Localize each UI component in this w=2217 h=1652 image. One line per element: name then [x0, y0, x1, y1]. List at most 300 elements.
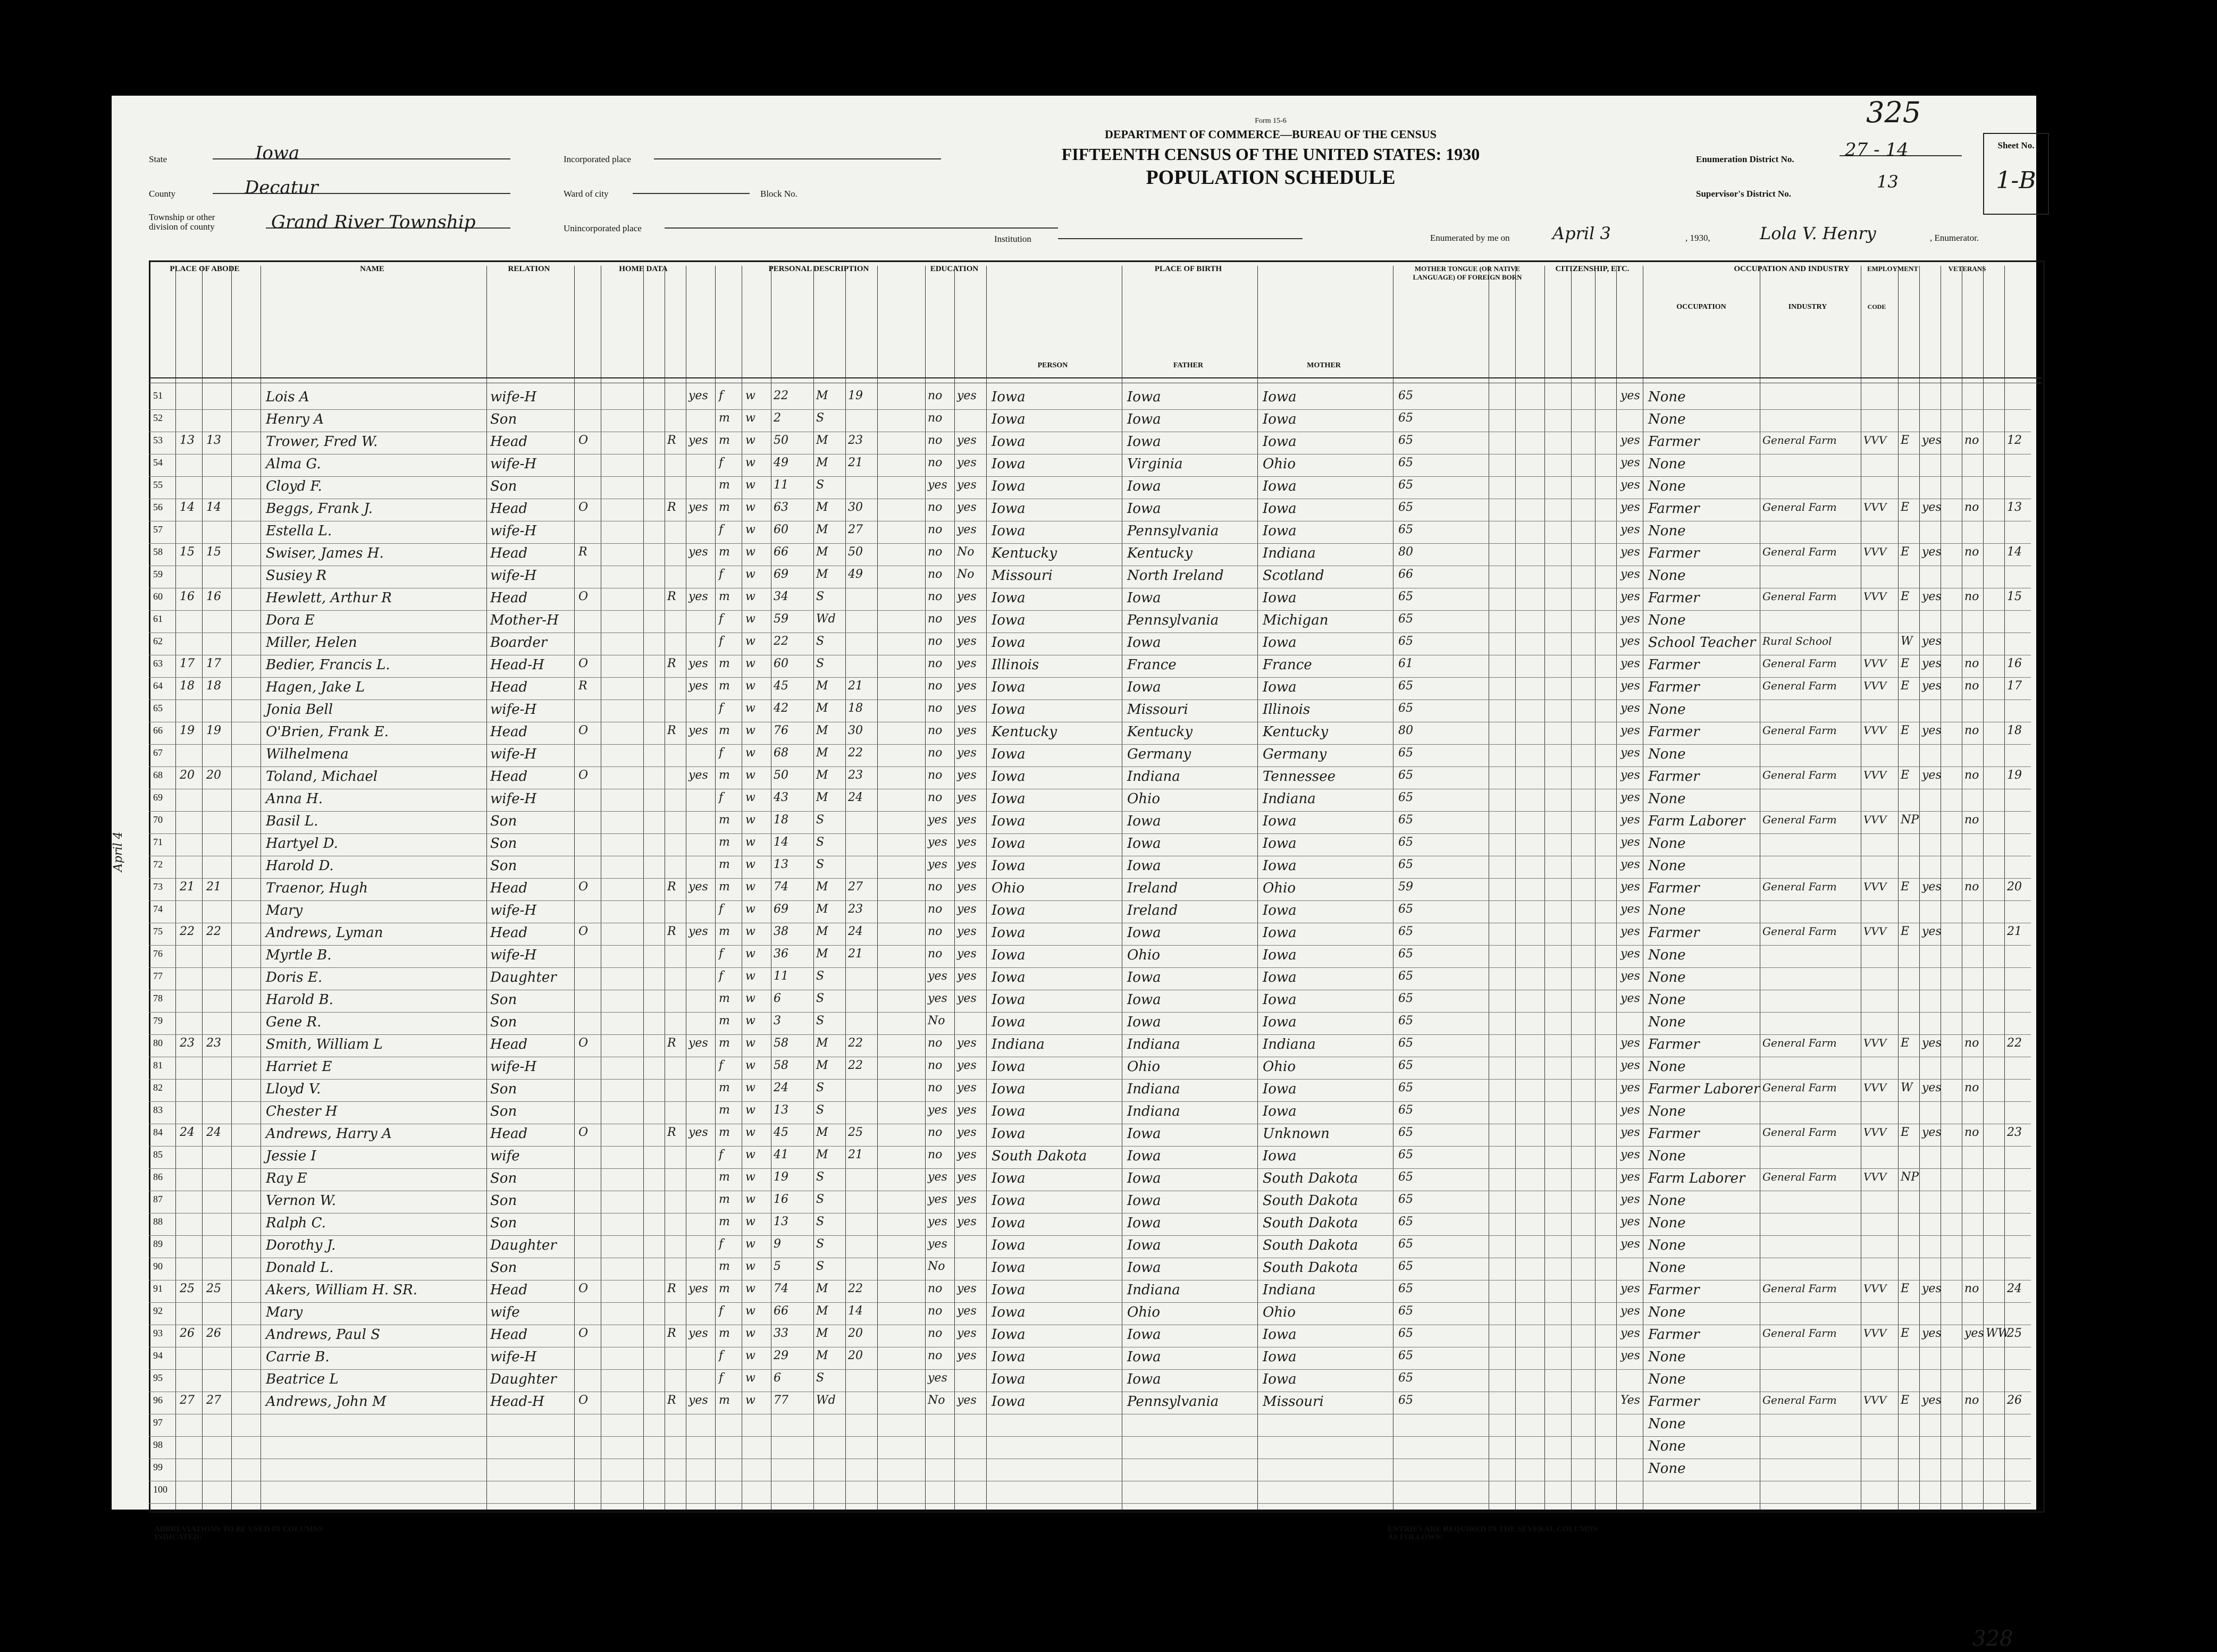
dwelling-no: 22	[180, 925, 195, 938]
birthplace-father: Pennsylvania	[1127, 612, 1219, 628]
birth-code: 65	[1398, 1193, 1413, 1206]
dwelling-no: 20	[180, 769, 195, 782]
birthplace-person: Iowa	[992, 523, 1026, 539]
occupation: Farmer	[1648, 545, 1700, 561]
birth-code: 65	[1398, 1059, 1413, 1072]
family-no: 24	[206, 1126, 221, 1139]
line-number: 57	[153, 524, 163, 535]
table-row	[112, 432, 2042, 453]
marital-status: M	[816, 925, 828, 938]
read-write: yes	[957, 1059, 977, 1072]
speaks-english: yes	[1620, 523, 1640, 536]
person-name: Wilhelmena	[266, 746, 349, 762]
age: 66	[774, 1304, 788, 1318]
speaks-english: yes	[1620, 635, 1640, 648]
sex: f	[719, 1148, 724, 1161]
person-name: Dora E	[266, 612, 315, 628]
age: 41	[774, 1148, 788, 1161]
birthplace-person: Iowa	[992, 635, 1026, 651]
table-row	[112, 677, 2042, 698]
farm: yes	[688, 769, 708, 782]
age: 66	[774, 545, 788, 559]
person-name: Andrews, Lyman	[266, 925, 383, 941]
person-name: Hartyel D.	[266, 836, 338, 852]
sex: m	[719, 679, 730, 693]
unincorporated-label: Unincorporated place	[564, 223, 642, 233]
at-work: yes	[1922, 657, 1942, 670]
race: w	[745, 389, 755, 402]
age: 33	[774, 1327, 788, 1340]
table-row	[112, 900, 2042, 922]
birthplace-person: Iowa	[992, 1260, 1026, 1276]
farm-schedule: 20	[2007, 880, 2022, 894]
farm: yes	[688, 590, 708, 603]
person-name: Hewlett, Arthur R	[266, 590, 392, 606]
race: w	[745, 1170, 755, 1184]
race: w	[745, 590, 755, 603]
speaks-english: yes	[1620, 947, 1640, 960]
birthplace-father: Iowa	[1127, 501, 1161, 517]
birthplace-mother: Iowa	[1263, 679, 1297, 695]
occupation: Farmer	[1648, 590, 1700, 606]
relation: Boarder	[490, 635, 548, 651]
occupation-code: VVV	[1863, 501, 1887, 513]
race: w	[745, 1215, 755, 1228]
relation: Head	[490, 501, 528, 517]
line-number: 61	[153, 613, 163, 624]
line-number: 55	[153, 479, 163, 490]
line-number: 98	[153, 1439, 163, 1450]
marital-status: S	[816, 411, 825, 425]
age: 36	[774, 947, 788, 960]
age: 43	[774, 791, 788, 804]
birthplace-mother: Scotland	[1263, 568, 1324, 584]
occupation-code: VVV	[1863, 880, 1887, 893]
person-name: Beatrice L	[266, 1371, 339, 1387]
table-row	[112, 1012, 2042, 1033]
veteran: no	[1964, 434, 1979, 447]
line-number: 73	[153, 881, 163, 892]
sex: f	[719, 1371, 724, 1385]
birthplace-person: Iowa	[992, 612, 1026, 628]
col-name: NAME	[360, 265, 384, 273]
farm: yes	[688, 679, 708, 693]
industry: Rural School	[1762, 635, 1832, 647]
age: 5	[774, 1260, 781, 1273]
race: w	[745, 1349, 755, 1362]
sex: f	[719, 1237, 724, 1251]
line-number: 62	[153, 636, 163, 646]
birthplace-mother: Germany	[1263, 746, 1327, 762]
race: w	[745, 858, 755, 871]
speaks-english: yes	[1620, 836, 1640, 849]
industry: General Farm	[1762, 1282, 1837, 1295]
read-write: yes	[957, 679, 977, 693]
relation: Head	[490, 590, 528, 606]
class-of-worker: W	[1901, 1081, 1913, 1094]
at-work: yes	[1922, 1394, 1942, 1407]
birth-code: 65	[1398, 1282, 1413, 1295]
birthplace-mother: Iowa	[1263, 836, 1297, 852]
line-number: 85	[153, 1149, 163, 1160]
radio: R	[667, 434, 676, 447]
occupation: Farmer	[1648, 1126, 1700, 1142]
birth-code: 65	[1398, 456, 1413, 469]
at-work: yes	[1922, 590, 1942, 603]
relation: Son	[490, 836, 517, 852]
occupation: Farmer	[1648, 880, 1700, 896]
occupation: None	[1648, 1215, 1686, 1231]
age: 63	[774, 501, 788, 514]
sex: m	[719, 411, 730, 425]
age: 29	[774, 1349, 788, 1362]
read-write: yes	[957, 746, 977, 760]
sex: f	[719, 568, 724, 581]
farm: yes	[688, 724, 708, 737]
occupation: None	[1648, 970, 1686, 985]
occupation: None	[1648, 836, 1686, 852]
line-number: 83	[153, 1105, 163, 1115]
birthplace-mother: Ohio	[1263, 1059, 1296, 1075]
speaks-english: yes	[1620, 1282, 1640, 1295]
ed-value: 27 - 14	[1845, 139, 1909, 161]
radio: R	[667, 1126, 676, 1139]
birthplace-person: Iowa	[992, 1215, 1026, 1231]
age: 13	[774, 858, 788, 871]
age: 50	[774, 769, 788, 782]
marital-status: M	[816, 1327, 828, 1340]
age-married: 18	[848, 702, 863, 715]
birthplace-person: Iowa	[992, 702, 1026, 718]
school: no	[928, 1304, 943, 1318]
speaks-english: yes	[1620, 478, 1640, 492]
race: w	[745, 791, 755, 804]
occupation: Farm Laborer	[1648, 813, 1745, 829]
school: no	[928, 1349, 943, 1362]
class-of-worker: W	[1901, 635, 1913, 648]
birthplace-person: Iowa	[992, 590, 1026, 606]
birth-code: 65	[1398, 612, 1413, 626]
abbrev-title: ABBREVIATIONS TO BE USED IN COLUMNS INDICATED:	[154, 1525, 323, 1541]
person-name: Mary	[266, 1304, 303, 1320]
sex: f	[719, 746, 724, 760]
birthplace-father: Ohio	[1127, 947, 1161, 963]
occupation: Farmer	[1648, 769, 1700, 785]
occupation: None	[1648, 947, 1686, 963]
col-father: FATHER	[1173, 361, 1204, 369]
birth-code: 59	[1398, 880, 1413, 894]
birthplace-father: Ireland	[1127, 903, 1178, 918]
person-name: Harold B.	[266, 992, 333, 1008]
age: 11	[774, 478, 788, 492]
race: w	[745, 523, 755, 536]
birthplace-father: Ohio	[1127, 791, 1161, 807]
birthplace-person: Iowa	[992, 970, 1026, 985]
home-owned: O	[578, 1394, 589, 1407]
table-row	[112, 1235, 2042, 1257]
industry: General Farm	[1762, 724, 1837, 737]
relation: Head	[490, 1327, 528, 1343]
person-name: Alma G.	[266, 456, 321, 472]
relation: Son	[490, 1260, 517, 1276]
read-write: yes	[957, 1193, 977, 1206]
table-row	[112, 521, 2042, 542]
person-name: Lois A	[266, 389, 309, 405]
person-name: Ray E	[266, 1170, 307, 1186]
person-name: Andrews, John M	[266, 1394, 387, 1410]
radio: R	[667, 657, 676, 670]
occupation-code: VVV	[1863, 1081, 1887, 1094]
occupation-code: VVV	[1863, 813, 1887, 826]
birth-code: 65	[1398, 702, 1413, 715]
sex: m	[719, 880, 730, 894]
table-row	[112, 566, 2042, 587]
birthplace-mother: Iowa	[1263, 903, 1297, 918]
read-write: yes	[957, 635, 977, 648]
birthplace-person: South Dakota	[992, 1148, 1087, 1164]
radio: R	[667, 1036, 676, 1050]
read-write: yes	[957, 880, 977, 894]
line-number: 66	[153, 725, 163, 736]
race: w	[745, 434, 755, 447]
speaks-english: yes	[1620, 1327, 1640, 1340]
birthplace-person: Kentucky	[992, 545, 1057, 561]
page-stamp: 325	[1866, 96, 1921, 129]
at-work: yes	[1922, 545, 1942, 559]
school: no	[928, 389, 943, 402]
sex: m	[719, 992, 730, 1005]
sex: f	[719, 1349, 724, 1362]
read-write: yes	[957, 813, 977, 827]
farm: yes	[688, 1282, 708, 1295]
industry: General Farm	[1762, 769, 1837, 781]
class-of-worker: E	[1901, 1282, 1910, 1295]
school: yes	[928, 1193, 947, 1206]
dwelling-no: 15	[180, 545, 195, 559]
birthplace-mother: Iowa	[1263, 947, 1297, 963]
home-owned: O	[578, 434, 589, 447]
birthplace-person: Iowa	[992, 992, 1026, 1008]
class-of-worker: E	[1901, 1126, 1910, 1139]
occupation: Farm Laborer	[1648, 1170, 1745, 1186]
farm: yes	[688, 1126, 708, 1139]
radio: R	[667, 1394, 676, 1407]
birthplace-person: Indiana	[992, 1036, 1045, 1052]
birthplace-person: Iowa	[992, 1349, 1026, 1365]
sex: m	[719, 813, 730, 827]
age: 76	[774, 724, 788, 737]
marital-status: M	[816, 769, 828, 782]
line-number: 92	[153, 1305, 163, 1316]
farm-schedule: 23	[2007, 1126, 2022, 1139]
school: no	[928, 612, 943, 626]
age: 69	[774, 903, 788, 916]
home-owned: R	[578, 545, 587, 559]
sex: m	[719, 1081, 730, 1094]
col-birth: PLACE OF BIRTH	[1154, 265, 1222, 273]
line-number: 71	[153, 837, 163, 847]
read-write: yes	[957, 769, 977, 782]
birthplace-person: Iowa	[992, 1304, 1026, 1320]
occupation-code: VVV	[1863, 590, 1887, 603]
line-number: 81	[153, 1060, 163, 1071]
school: no	[928, 1148, 943, 1161]
marital-status: S	[816, 1193, 825, 1206]
table-row	[112, 878, 2042, 899]
birthplace-person: Iowa	[992, 679, 1026, 695]
age: 16	[774, 1193, 788, 1206]
person-name: Beggs, Frank J.	[266, 501, 373, 517]
school: no	[928, 590, 943, 603]
farm: yes	[688, 434, 708, 447]
person-name: Myrtle B.	[266, 947, 332, 963]
birthplace-father: Iowa	[1127, 1327, 1161, 1343]
sheet-value: 1-B	[1996, 167, 2036, 194]
family-no: 20	[206, 769, 221, 782]
school: yes	[928, 1103, 947, 1117]
person-name: Andrews, Harry A	[266, 1126, 392, 1142]
line-number: 54	[153, 457, 163, 468]
age: 58	[774, 1059, 788, 1072]
col-veterans: VETERANS	[1948, 265, 1986, 273]
school: no	[928, 1327, 943, 1340]
relation: Head-H	[490, 1394, 544, 1410]
state-label: State	[149, 154, 167, 164]
enum-label: Enumerated by me on	[1430, 233, 1510, 243]
line-number: 69	[153, 792, 163, 803]
at-work: yes	[1922, 635, 1942, 648]
speaks-english: Yes	[1620, 1394, 1640, 1407]
person-name: Estella L.	[266, 523, 332, 539]
school: no	[928, 746, 943, 760]
marital-status: M	[816, 1126, 828, 1139]
marital-status: S	[816, 1103, 825, 1117]
race: w	[745, 1103, 755, 1117]
person-name: Susiey R	[266, 568, 327, 584]
veteran: yes	[1964, 1327, 1984, 1340]
age: 6	[774, 992, 781, 1005]
occupation: None	[1648, 1260, 1686, 1276]
birth-code: 65	[1398, 1394, 1413, 1407]
occupation: None	[1648, 1103, 1686, 1119]
birthplace-father: North Ireland	[1127, 568, 1224, 584]
speaks-english: yes	[1620, 568, 1640, 581]
birth-code: 65	[1398, 836, 1413, 849]
birthplace-father: Pennsylvania	[1127, 523, 1219, 539]
relation: wife-H	[490, 523, 537, 539]
family-no: 14	[206, 501, 221, 514]
age: 2	[774, 411, 781, 425]
birthplace-father: Ohio	[1127, 1059, 1161, 1075]
read-write: yes	[957, 1148, 977, 1161]
relation: Head-H	[490, 657, 544, 673]
dwelling-no: 18	[180, 679, 195, 693]
marital-status: M	[816, 679, 828, 693]
age-married: 21	[848, 947, 863, 960]
class-of-worker: E	[1901, 545, 1910, 559]
occupation-code: VVV	[1863, 1036, 1887, 1049]
school: no	[928, 568, 943, 581]
age-married: 24	[848, 925, 863, 938]
dwelling-no: 19	[180, 724, 195, 737]
birth-code: 65	[1398, 1260, 1413, 1273]
birthplace-person: Iowa	[992, 1193, 1026, 1209]
speaks-english: yes	[1620, 1349, 1640, 1362]
veteran: no	[1964, 880, 1979, 894]
state-value: Iowa	[255, 142, 300, 164]
occupation: None	[1648, 858, 1686, 874]
read-write: yes	[957, 992, 977, 1005]
birth-code: 65	[1398, 1126, 1413, 1139]
read-write: yes	[957, 612, 977, 626]
read-write: No	[957, 545, 975, 559]
relation: Daughter	[490, 1237, 557, 1253]
birthplace-mother: Iowa	[1263, 523, 1297, 539]
age: 18	[774, 813, 788, 827]
line-number: 63	[153, 658, 163, 669]
dwelling-no: 13	[180, 434, 195, 447]
race: w	[745, 947, 755, 960]
col-citizenship: CITIZENSHIP, ETC.	[1555, 265, 1630, 273]
birthplace-father: Germany	[1127, 746, 1191, 762]
person-name: Vernon W.	[266, 1193, 337, 1209]
age: 9	[774, 1237, 781, 1251]
relation: Son	[490, 1170, 517, 1186]
class-of-worker: E	[1901, 925, 1910, 938]
occupation: None	[1648, 702, 1686, 718]
veteran: no	[1964, 1282, 1979, 1295]
line-number: 52	[153, 412, 163, 423]
age-married: 27	[848, 880, 863, 894]
birthplace-mother: Iowa	[1263, 590, 1297, 606]
read-write: yes	[957, 1036, 977, 1050]
incorporated-label: Incorporated place	[564, 154, 631, 164]
table-row	[112, 811, 2042, 832]
marital-status: S	[816, 1014, 825, 1027]
birthplace-mother: Iowa	[1263, 1371, 1297, 1387]
occupation: None	[1648, 612, 1686, 628]
marital-status: S	[816, 1371, 825, 1385]
table-row	[112, 543, 2042, 564]
marital-status: M	[816, 1036, 828, 1050]
occupation-code: VVV	[1863, 1282, 1887, 1295]
enum-year: , 1930,	[1685, 233, 1710, 243]
class-of-worker: E	[1901, 657, 1910, 670]
age-married: 49	[848, 568, 863, 581]
speaks-english: yes	[1620, 590, 1640, 603]
township-value: Grand River Township	[271, 212, 476, 233]
occupation: None	[1648, 1349, 1686, 1365]
person-name: Harold D.	[266, 858, 334, 874]
school: yes	[928, 813, 947, 827]
birthplace-mother: Iowa	[1263, 478, 1297, 494]
marital-status: S	[816, 635, 825, 648]
speaks-english: yes	[1620, 746, 1640, 760]
birthplace-mother: Iowa	[1263, 411, 1297, 427]
race: w	[745, 1371, 755, 1385]
farm: yes	[688, 1036, 708, 1050]
age-married: 20	[848, 1349, 863, 1362]
col-mother: MOTHER	[1307, 361, 1341, 369]
table-row	[112, 1392, 2042, 1413]
birth-code: 65	[1398, 1036, 1413, 1050]
birth-code: 65	[1398, 1103, 1413, 1117]
table-row	[112, 655, 2042, 676]
home-owned: O	[578, 590, 589, 603]
relation: Mother-H	[490, 612, 559, 628]
relation: Son	[490, 1014, 517, 1030]
table-row	[112, 766, 2042, 788]
